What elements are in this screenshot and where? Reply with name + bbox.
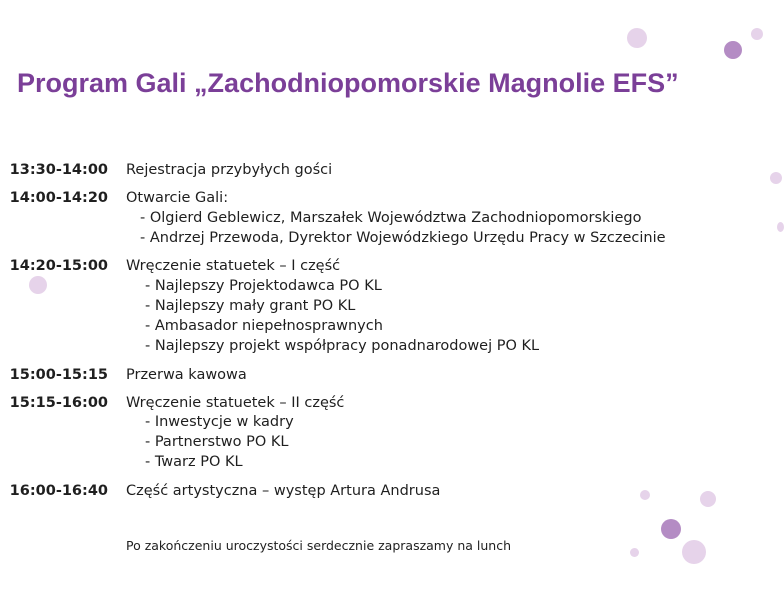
decorative-dot	[627, 28, 647, 48]
decorative-dot	[724, 41, 742, 59]
decorative-dot	[661, 519, 681, 539]
schedule-description: Otwarcie Gali:	[126, 190, 229, 206]
schedule-description: Przerwa kawowa	[126, 367, 247, 383]
schedule-subitem: - Inwestycje w kadry	[145, 414, 294, 430]
schedule-time: 15:00-15:15	[9, 367, 108, 383]
program-title: Program Gali „Zachodniopomorskie Magnolie EFS”	[17, 68, 679, 98]
schedule-time: 15:15-16:00	[9, 395, 108, 411]
schedule-subitem: - Andrzej Przewoda, Dyrektor Wojewódzkiego Urzędu Pracy w Szczecinie	[140, 230, 666, 246]
schedule-subitem: - Najlepszy mały grant PO KL	[145, 298, 356, 314]
schedule-time: 16:00-16:40	[9, 483, 108, 499]
schedule-time: 14:00-14:20	[9, 190, 108, 206]
schedule-subitem: - Ambasador niepełnosprawnych	[145, 318, 383, 334]
decorative-dot	[630, 548, 639, 557]
schedule-description: Wręczenie statuetek – I część	[126, 258, 341, 274]
schedule-description: Część artystyczna – występ Artura Andrusa	[126, 483, 441, 499]
decorative-dot	[640, 490, 650, 500]
footer-note: Po zakończeniu uroczystości serdecznie zapraszamy na lunch	[126, 538, 512, 553]
decorative-dot	[29, 276, 47, 294]
decorative-dot	[777, 222, 784, 232]
schedule-subitem: - Najlepszy Projektodawca PO KL	[145, 278, 382, 294]
schedule-subitem: - Najlepszy projekt współpracy ponadnarodowej PO KL	[145, 338, 540, 354]
schedule-time: 14:20-15:00	[9, 258, 108, 274]
schedule-description: Wręczenie statuetek – II część	[126, 395, 345, 411]
decorative-dot	[770, 172, 782, 184]
decorative-dot	[700, 491, 716, 507]
decorative-dot	[751, 28, 763, 40]
schedule-subitem: - Partnerstwo PO KL	[145, 434, 289, 450]
schedule-subitem: - Olgierd Geblewicz, Marszałek Województwa Zachodniopomorskiego	[140, 210, 642, 226]
schedule-time: 13:30-14:00	[9, 162, 108, 178]
schedule-description: Rejestracja przybyłych gości	[126, 162, 333, 178]
decorative-dot	[682, 540, 706, 564]
schedule-subitem: - Twarz PO KL	[145, 454, 243, 470]
